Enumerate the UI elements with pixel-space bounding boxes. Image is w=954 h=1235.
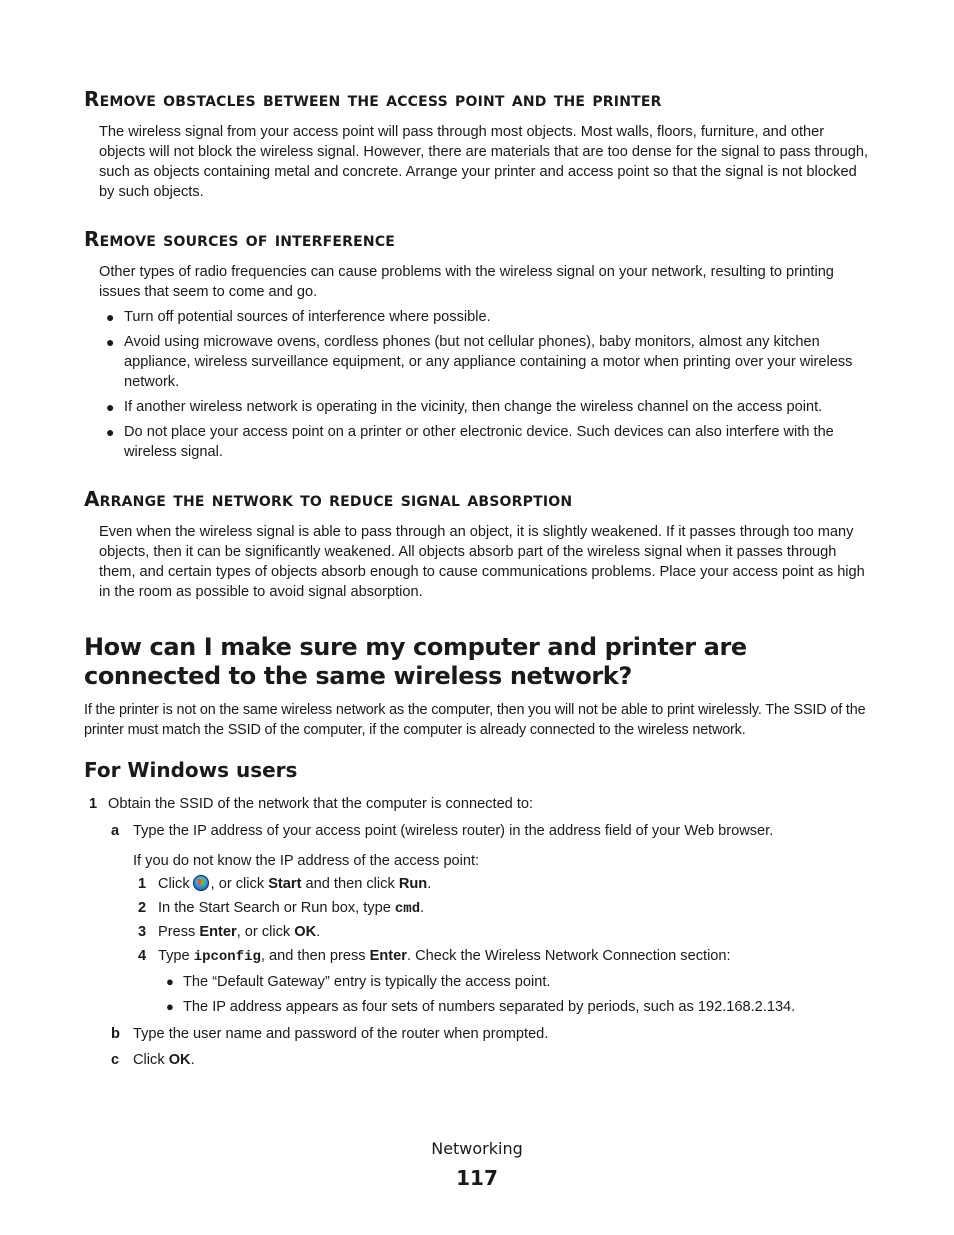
nested-bullet xyxy=(166,972,174,992)
nested-bullet-text: The IP address appears as four sets of numbers separated by periods, such as 192.168.2.134. xyxy=(183,999,796,1015)
main-paragraph: If the printer is not on the same wireless network as the computer, then you will not be able to print wirelessly. The SSID of the printer must match the SSID of the computer, if the computer is already connected to the wireless network. xyxy=(84,702,866,738)
nested-step-text: Press Enter, or click OK. xyxy=(158,924,321,940)
bullet-icon: ● xyxy=(106,399,115,415)
nested-bullet-text: The “Default Gateway” entry is typically the access point. xyxy=(183,974,551,990)
step-number: 1 xyxy=(89,796,98,812)
interference-bullet-list xyxy=(99,307,871,467)
nested-step-number: 1 xyxy=(138,876,147,892)
list-item: ● Turn off potential sources of interference where possible. xyxy=(106,309,491,325)
section-paragraph-absorption: Even when the wireless signal is able to pass through an object, it is slightly weakened. If it passes through too many objects, then it can be significantly weakened. All objects absorb part of the wireless signal when it passes through them, and certain types of objects absorb enough to cause communications problems. Place your access point as high in the room as possible to avoid signal absorption. xyxy=(99,524,865,600)
page-number: 117 xyxy=(456,1166,498,1190)
footer-chapter-title: Networking xyxy=(431,1139,523,1158)
bullet-icon: ● xyxy=(106,309,115,325)
substep-text: Type the IP address of your access point (wireless router) in the address field of your Web browser. xyxy=(133,823,774,839)
step-text: Obtain the SSID of the network that the computer is connected to: xyxy=(108,796,534,812)
nested-step-text: Click , or click Start and then click Run. xyxy=(158,876,432,892)
substep-label: b xyxy=(111,1026,120,1042)
section-heading-obstacles: Remove obstacles between the access point and the printer xyxy=(84,87,662,111)
substep-label: a xyxy=(111,823,120,839)
bullet-icon: ● xyxy=(166,999,174,1014)
list-item: ● Avoid using microwave ovens, cordless phones (but not cellular phones), baby monitors, almost any kitchen appliance, wireless surveillance equipment, or any appliance containing a motor when printing over your wireless network. xyxy=(106,334,853,390)
list-item: ● Do not place your access point on a printer or other electronic device. Such devices can also interfere with the wireless signal. xyxy=(106,424,834,460)
nested-step-number: 3 xyxy=(138,924,147,940)
nested-step-number: 4 xyxy=(138,948,147,964)
substep-label: c xyxy=(111,1052,120,1068)
bullet-icon: ● xyxy=(166,974,174,989)
section-heading-absorption: Arrange the network to reduce signal absorption xyxy=(84,487,573,511)
substep-text: Type the user name and password of the router when prompted. xyxy=(133,1026,549,1042)
substep-text: Click OK. xyxy=(133,1052,195,1068)
bullet-icon: ● xyxy=(106,334,115,350)
section-heading-interference: Remove sources of interference xyxy=(84,227,396,251)
nested-step-text: In the Start Search or Run box, type cmd. xyxy=(158,900,425,917)
substep-note: If you do not know the IP address of the access point: xyxy=(133,853,480,869)
nested-step-text: Type ipconfig, and then press Enter. Check the Wireless Network Connection section: xyxy=(158,948,731,965)
list-item: ● If another wireless network is operating in the vicinity, then change the wireless channel on the access point. xyxy=(106,399,823,415)
bullet-icon: ● xyxy=(106,424,115,440)
code-text: cmd xyxy=(394,901,421,917)
nested-step-number: 2 xyxy=(138,900,147,916)
section-paragraph-interference: Other types of radio frequencies can cause problems with the wireless signal on your network, resulting to printing issues that seem to come and go. xyxy=(99,264,834,300)
section-paragraph-obstacles: The wireless signal from your access point will pass through most objects. Most walls, floors, furniture, and other objects will not block the wireless signal. However, there are materials that are too dense for the signal to pass through, such as objects containing metal and concrete. Arrange your printer and access point so that the signal is not blocked by such objects. xyxy=(99,124,869,200)
code-text: ipconfig xyxy=(193,949,261,965)
nested-bullet xyxy=(166,997,174,1017)
windows-heading: For Windows users xyxy=(84,758,298,782)
main-heading: How can I make sure my computer and printer are connected to the same wireless network? xyxy=(84,633,747,690)
windows-start-icon xyxy=(193,875,209,891)
